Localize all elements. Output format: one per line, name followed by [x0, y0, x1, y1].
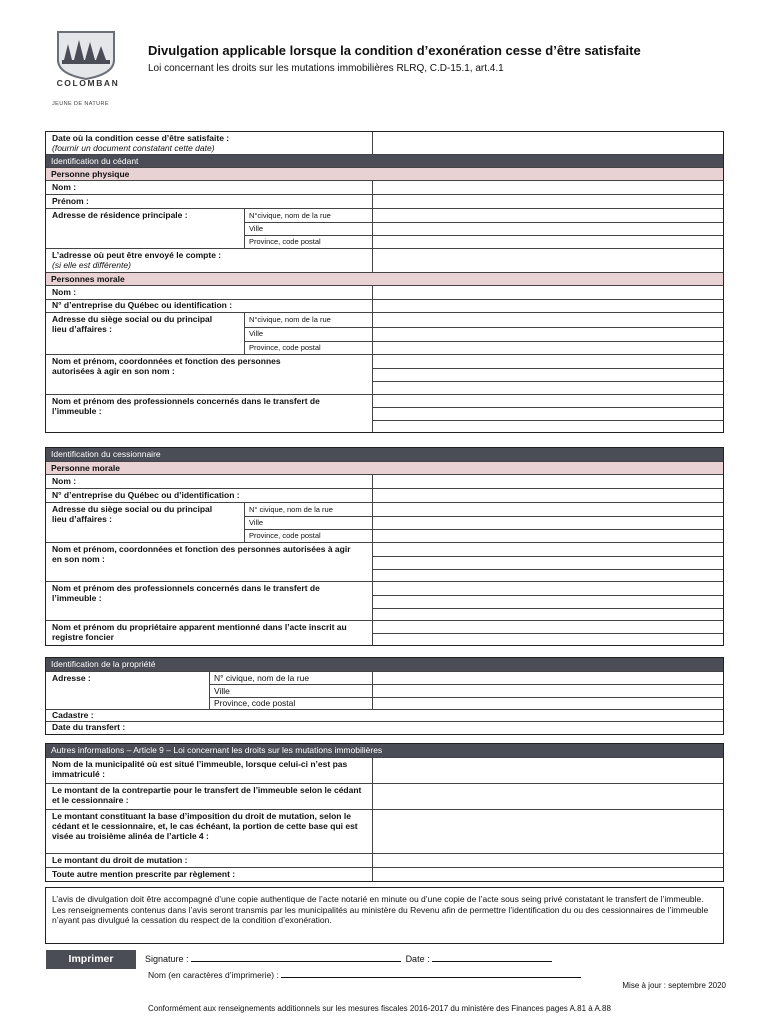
subsection-personne-physique: Personne physique: [46, 167, 723, 180]
pm-civic-label: N°civique, nom de la rue: [249, 315, 331, 324]
print-button[interactable]: Imprimer: [46, 950, 136, 969]
row-pm-siege: [46, 312, 723, 354]
cess-prof-label: Nom et prénom des professionnels concernés dans le transfert de l’immeuble :: [52, 583, 320, 603]
pm-nom-field[interactable]: [373, 286, 723, 299]
prop-date-field[interactable]: [166, 722, 723, 734]
form-propriete: [45, 657, 724, 735]
base-imposition-label: Le montant constituant la base d’imposition du droit de mutation, selon le cédant et le cessionnaire, et, le cas échéant, la portion de cette base qui est visée au troisième alinéa de l’article 4 :: [52, 811, 358, 841]
nom-label: Nom :: [52, 182, 77, 192]
municipalite-label: Nom de la municipalité où est situé l’immeuble, lorsque celui-ci n’est pas immatriculé :: [52, 759, 348, 779]
cess-autor-label: Nom et prénom, coordonnées et fonction des personnes autorisées à agir en son nom :: [52, 544, 351, 564]
row-adresse-residence: [46, 208, 723, 248]
notice-box: [45, 887, 724, 944]
date-label: Date :: [405, 954, 430, 964]
signature-line: [145, 954, 552, 964]
row-autre-mention: [46, 867, 723, 881]
row-nom: [46, 180, 723, 194]
section-autres-header: Autres informations – Article 9 – Loi concernant les droits sur les mutations immobilières: [46, 744, 723, 757]
notice-paragraph-1: L’avis de divulgation doit être accompagné d’une copie authentique de l’acte notarié en minute ou d’une copie de l’acte sous seing privé constatant le transfert de l’immeuble.: [52, 894, 704, 904]
cess-nom-label: Nom :: [52, 476, 77, 486]
autre-mention-field[interactable]: [373, 868, 723, 881]
cess-autor-field[interactable]: [373, 543, 723, 581]
row-cess-autorises: [46, 542, 723, 581]
signature-label: Signature :: [145, 954, 189, 964]
addr-civic-label: N°civique, nom de la rue: [249, 211, 331, 220]
form-autres-informations: [45, 743, 724, 882]
section-cessionnaire-header: Identification du cessionnaire: [46, 448, 723, 461]
pm-prof-field[interactable]: [373, 395, 723, 432]
form-cessionnaire: [45, 447, 724, 646]
row-pm-nom: [46, 285, 723, 299]
droit-mutation-field[interactable]: [373, 854, 723, 867]
row-prop-date: [46, 721, 723, 734]
cess-neq-label: N° d’entreprise du Québec ou d’identification :: [52, 490, 240, 500]
pm-autor-field[interactable]: [373, 355, 723, 394]
nom-field[interactable]: [373, 181, 723, 194]
row-date-condition: [46, 132, 723, 154]
row-cess-neq: [46, 488, 723, 502]
cess-prof-field[interactable]: [373, 582, 723, 620]
logo-brand: COLOMBAN: [56, 78, 120, 88]
row-droit-mutation: [46, 853, 723, 867]
date-condition-label: Date où la condition cesse d’être satisfaite :: [52, 133, 230, 143]
prop-cadastre-field[interactable]: [166, 710, 723, 721]
prop-adresse-field[interactable]: [373, 672, 723, 709]
pm-prof-label: Nom et prénom des professionnels concernés dans le transfert de l’immeuble :: [52, 396, 320, 416]
cess-proprio-label: Nom et prénom du propriétaire apparent mentionné dans l’acte inscrit au registre foncier: [52, 622, 347, 642]
pm-siege-field[interactable]: [373, 313, 723, 354]
notice-paragraph-2: Les renseignements contenus dans l’avis seront transmis par les municipalités au ministère du Revenu afin de permettre l’identification du ou des cessionnaires de l’immeuble n’ayant pas divulgué la cessation du respect de la condition d’exonération.: [52, 904, 709, 926]
row-prop-cadastre: [46, 709, 723, 721]
row-cess-professionnels: [46, 581, 723, 620]
prop-cadastre-label: Cadastre :: [52, 710, 94, 720]
prop-date-label: Date du transfert :: [52, 722, 126, 732]
row-cess-proprietaire: [46, 620, 723, 645]
pm-autor-label: Nom et prénom, coordonnées et fonction des personnes autorisées à agir en son nom :: [52, 356, 281, 376]
row-pm-autorises: [46, 354, 723, 394]
pm-ville-label: Ville: [249, 329, 264, 338]
subsection-cess-personne-morale: Personne morale: [46, 461, 723, 474]
subsection-personnes-morale: Personnes morale: [46, 272, 723, 285]
base-imposition-field[interactable]: [373, 810, 723, 853]
printed-name-line: [148, 970, 581, 981]
row-cess-nom: [46, 474, 723, 488]
footer-reference: Conformément aux renseignements additionnels sur les mesures fiscales 2016-2017 du ministère des Finances pages A.81 à A.88: [148, 1004, 611, 1013]
adresse-compte-label: L’adresse où peut être envoyé le compte :: [52, 250, 222, 260]
adresse-compte-note: (si elle est différente): [52, 259, 131, 270]
date-field[interactable]: [432, 954, 552, 962]
pm-neq-label: N° d’entreprise du Québec ou identification :: [52, 300, 233, 310]
droit-mutation-label: Le montant du droit de mutation :: [52, 855, 188, 865]
row-pm-neq: [46, 299, 723, 312]
cess-siege-label: Adresse du siège social ou du principal lieu d’affaires :: [52, 504, 213, 524]
update-date: Mise à jour : septembre 2020: [622, 981, 726, 990]
pm-neq-field[interactable]: [373, 300, 723, 312]
row-municipalite: [46, 757, 723, 783]
autre-mention-label: Toute autre mention prescrite par règlement :: [52, 869, 236, 879]
cess-nom-field[interactable]: [373, 475, 723, 488]
row-pm-professionnels: [46, 394, 723, 432]
section-propriete-header: Identification de la propriété: [46, 658, 723, 671]
prop-civic-label: N° civique, nom de la rue: [214, 673, 310, 683]
cess-prov-label: Province, code postal: [249, 531, 321, 540]
cess-siege-field[interactable]: [373, 503, 723, 542]
prop-prov-label: Province, code postal: [214, 698, 296, 708]
row-cess-siege: [46, 502, 723, 542]
adresse-residence-label: Adresse de résidence principale :: [52, 210, 188, 220]
prenom-field[interactable]: [373, 195, 723, 208]
pm-siege-label: Adresse du siège social ou du principal lieu d’affaires :: [52, 314, 213, 334]
row-contrepartie: [46, 783, 723, 809]
page-title: Divulgation applicable lorsque la condition d’exonération cesse d’être satisfaite: [148, 43, 641, 58]
colomban-logo: [46, 30, 130, 110]
prop-ville-label: Ville: [214, 686, 230, 696]
logo-tagline: JEUNE DE NATURE: [52, 101, 109, 107]
section-cedant-header: Identification du cédant: [46, 154, 723, 167]
adresse-residence-field[interactable]: [373, 209, 723, 248]
prenom-label: Prénom :: [52, 196, 89, 206]
row-base-imposition: [46, 809, 723, 853]
contrepartie-label: Le montant de la contrepartie pour le transfert de l’immeuble selon le cédant et le cessionnaire :: [52, 785, 362, 805]
printed-name-field[interactable]: [281, 970, 581, 978]
prop-adresse-label: Adresse :: [52, 673, 91, 683]
signature-field[interactable]: [191, 954, 401, 962]
addr-prov-label: Province, code postal: [249, 237, 321, 246]
date-condition-note: (fournir un document constatant cette date): [52, 142, 215, 153]
row-prenom: [46, 194, 723, 208]
date-condition-field[interactable]: [373, 132, 723, 154]
printed-name-label: Nom (en caractères d’imprimerie) :: [148, 970, 279, 980]
shield-logo-icon: [54, 30, 118, 80]
pm-nom-label: Nom :: [52, 287, 77, 297]
municipalite-field[interactable]: [373, 758, 723, 783]
pm-prov-label: Province, code postal: [249, 343, 321, 352]
cess-ville-label: Ville: [249, 518, 264, 527]
row-prop-adresse: [46, 671, 723, 709]
page-subtitle: Loi concernant les droits sur les mutations immobilières RLRQ, C.D-15.1, art.4.1: [148, 63, 504, 74]
cess-proprio-field[interactable]: [373, 621, 723, 645]
contrepartie-field[interactable]: [373, 784, 723, 809]
addr-ville-label: Ville: [249, 224, 264, 233]
cess-civic-label: N° civique, nom de la rue: [249, 505, 333, 514]
row-adresse-compte: [46, 248, 723, 272]
adresse-compte-field[interactable]: [373, 249, 723, 272]
form-cedant: [45, 131, 724, 433]
cess-neq-field[interactable]: [373, 489, 723, 502]
